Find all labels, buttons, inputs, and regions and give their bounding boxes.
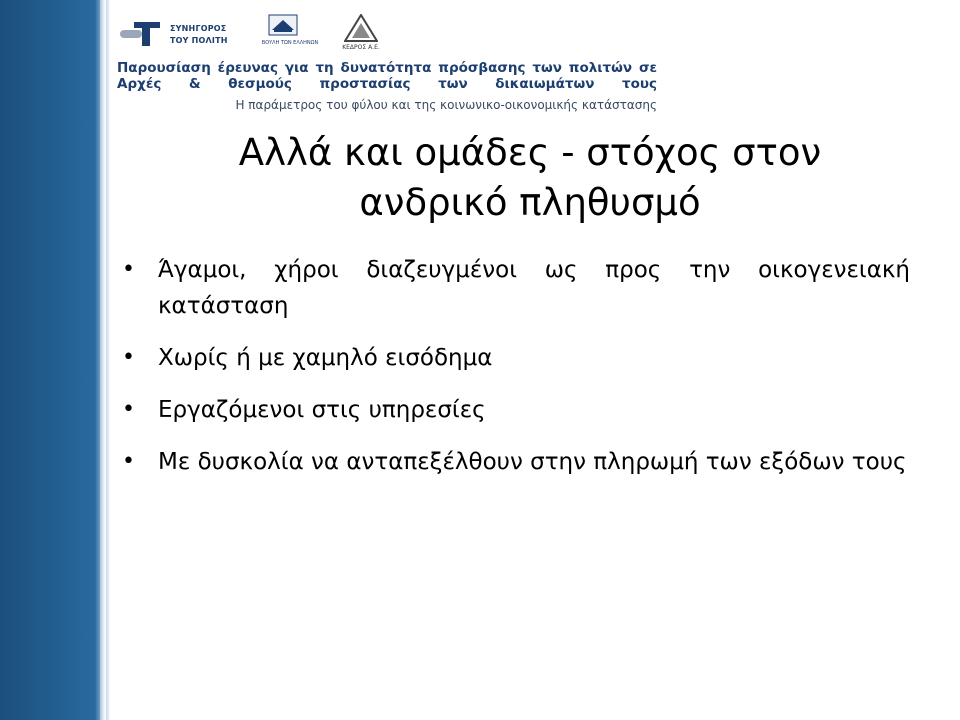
kedros-triangle-icon — [344, 14, 378, 42]
bullet-text: Άγαμοι, χήροι διαζευγμένοι ως προς την οικογενειακή κατάσταση — [158, 257, 910, 319]
bullet-list — [122, 252, 910, 496]
left-decorative-band — [0, 0, 110, 720]
kedros-caption: ΚΕΔΡΟΣ Α.Ε. — [342, 44, 380, 51]
sinigoros-logo — [120, 18, 230, 50]
slide-title-line2: ανδρικό πληθυσμό — [359, 181, 701, 224]
bullet-text: Εργαζόμενοι στις υπηρεσίες — [158, 397, 486, 423]
bullet-marker: • — [122, 345, 135, 370]
band-highlight — [100, 0, 106, 720]
kedros-logo — [336, 14, 386, 50]
list-item — [122, 444, 910, 480]
list-item — [122, 252, 910, 324]
list-item — [122, 392, 910, 428]
bullet-marker: • — [122, 397, 135, 422]
bullet-text: Χωρίς ή με χαμηλό εισόδημα — [158, 345, 493, 371]
bullet-marker: • — [122, 449, 135, 474]
slide-title — [150, 128, 910, 228]
survey-subtitle: Η παράμετρος του φύλου και της κοινωνικο-οικονομικής κατάστασης — [235, 98, 657, 112]
sinigoros-line2: ΤΟΥ ΠΟΛΙΤΗ — [170, 36, 228, 45]
bullet-marker: • — [122, 257, 135, 282]
sinigoros-line1: ΣΥΝΗΓΟΡΟΣ — [170, 24, 227, 33]
parliament-emblem-icon — [268, 14, 298, 36]
parliament-logo — [250, 14, 330, 50]
sinigoros-logo-icon — [120, 20, 162, 48]
list-item — [122, 340, 910, 376]
survey-title: Παρουσίαση έρευνας για τη δυνατότητα πρόσβασης των πολιτών σε Αρχές & θεσμούς προστασίας των δικαιωμάτων τους — [117, 60, 657, 92]
bullet-text: Με δυσκολία να ανταπεξέλθουν στην πληρωμή των εξόδων τους — [158, 449, 907, 475]
parliament-caption: ΒΟΥΛΗ ΤΩΝ ΕΛΛΗΝΩΝ — [261, 40, 319, 46]
slide-title-line1: Αλλά και ομάδες - στόχος στον — [238, 131, 822, 174]
